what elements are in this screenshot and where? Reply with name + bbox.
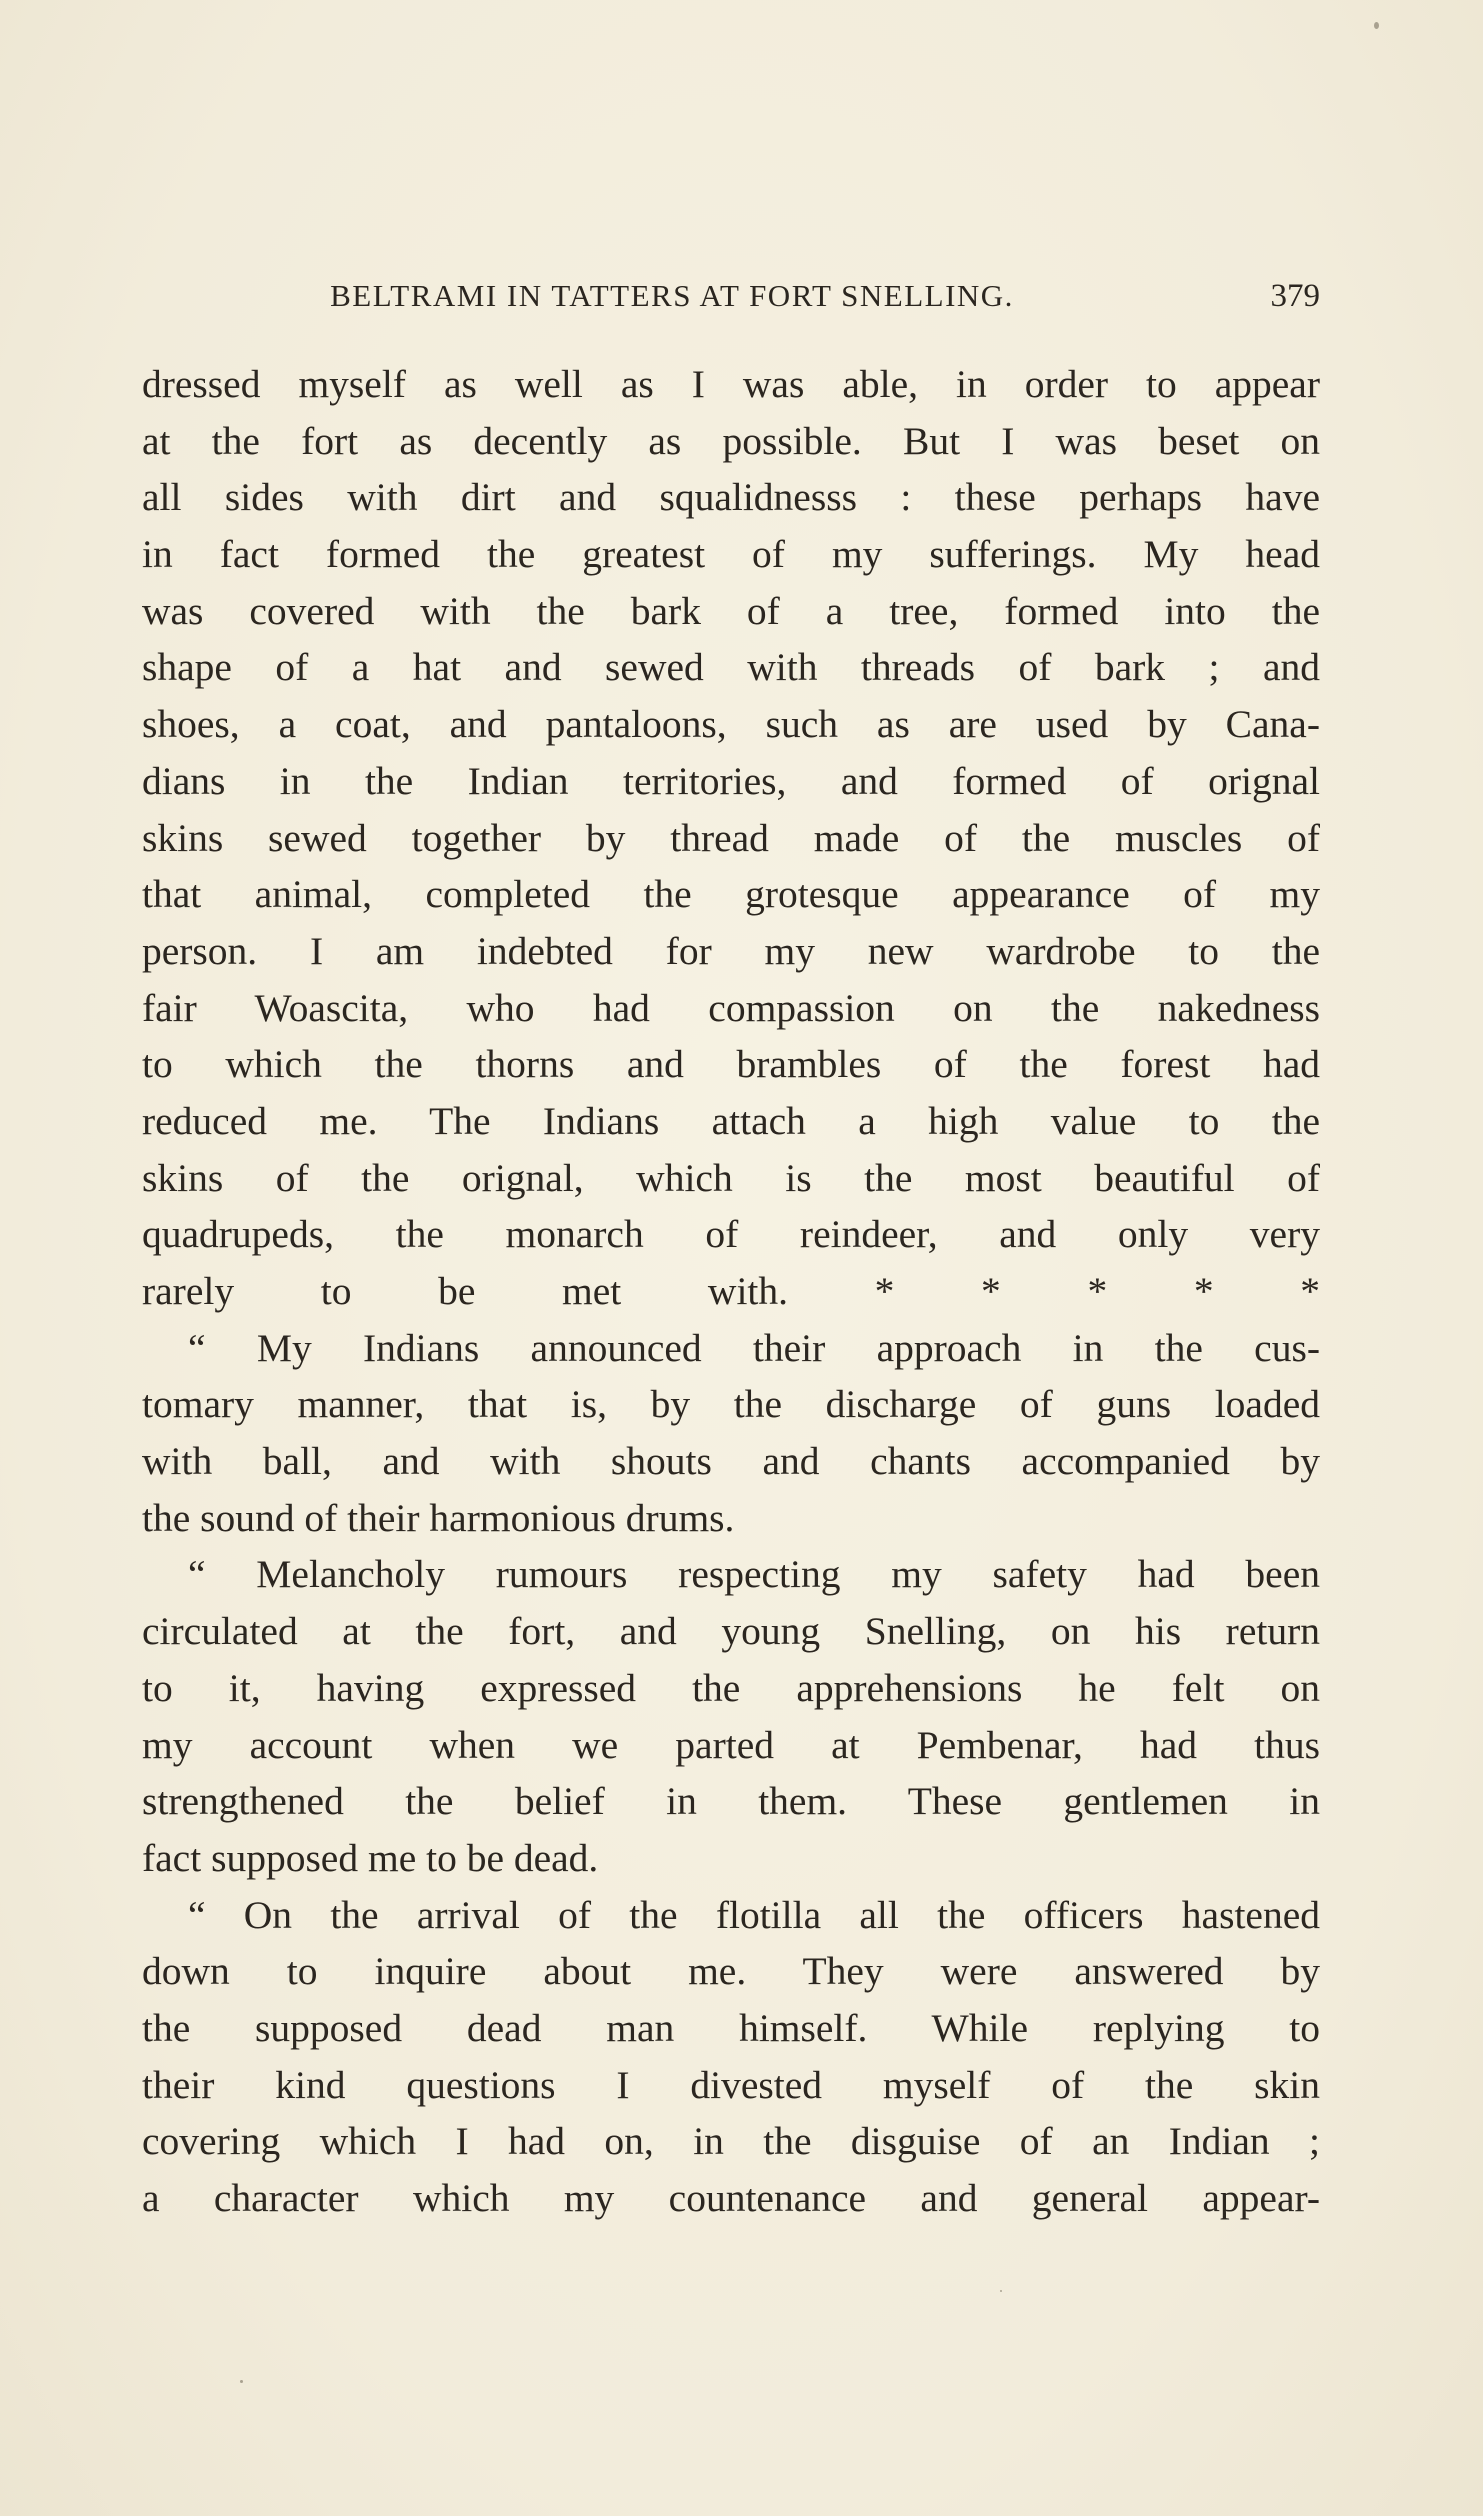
text-line: reduced me. The Indians attach a high value to the: [142, 1098, 1320, 1143]
text-line: “ On the arrival of the flotilla all the officers hastened: [188, 1892, 1320, 1937]
text-line: the sound of their harmonious drums.: [142, 1495, 735, 1540]
text-line: fact supposed me to be dead.: [142, 1835, 599, 1880]
text-line: fair Woascita, who had compassion on the nakedness: [142, 985, 1320, 1030]
text-line: to it, having expressed the apprehensions he felt on: [142, 1665, 1320, 1710]
text-line: in fact formed the greatest of my sufferings. My head: [142, 532, 1320, 577]
body-text: [142, 356, 1320, 2227]
running-head: [142, 278, 1320, 318]
text-line: to which the thorns and brambles of the forest had: [142, 1042, 1320, 1087]
running-title: BELTRAMI IN TATTERS AT FORT SNELLING.: [330, 278, 1014, 313]
text-line: “ Melancholy rumours respecting my safety had been: [188, 1552, 1320, 1597]
paper-speck: [1000, 2290, 1002, 2292]
text-line: circulated at the fort, and young Snelling, on his return: [142, 1609, 1320, 1654]
text-line: down to inquire about me. They were answered by: [142, 1949, 1320, 1994]
text-line: tomary manner, that is, by the discharge of guns loaded: [142, 1382, 1320, 1427]
text-line: skins of the orignal, which is the most beautiful of: [142, 1155, 1320, 1200]
paper-speck: [1374, 22, 1379, 29]
text-line: rarely to be met with. * * * * *: [142, 1269, 1320, 1313]
text-line: that animal, completed the grotesque appearance of my: [142, 872, 1320, 917]
page-number: 379: [1270, 278, 1320, 314]
text-line: my account when we parted at Pembenar, had thus: [142, 1722, 1320, 1767]
text-line: strengthened the belief in them. These gentlemen in: [142, 1779, 1320, 1824]
text-line: skins sewed together by thread made of the muscles of: [142, 815, 1320, 860]
text-line: dressed myself as well as I was able, in order to appear: [142, 362, 1320, 406]
text-line: quadrupeds, the monarch of reindeer, and only very: [142, 1212, 1320, 1257]
text-line: shoes, a coat, and pantaloons, such as are used by Cana-: [142, 702, 1320, 747]
text-line: “ My Indians announced their approach in the cus-: [188, 1325, 1320, 1370]
text-line: was covered with the bark of a tree, formed into the: [142, 588, 1320, 633]
text-line: a character which my countenance and general appear-: [142, 2176, 1320, 2220]
text-line: with ball, and with shouts and chants accompanied by: [142, 1439, 1320, 1484]
text-line: shape of a hat and sewed with threads of bark ; and: [142, 645, 1320, 690]
paper-speck: [240, 2380, 243, 2383]
text-line: all sides with dirt and squalidnesss : these perhaps have: [142, 475, 1320, 520]
text-line: their kind questions I divested myself of the skin: [142, 2062, 1320, 2107]
text-line: person. I am indebted for my new wardrobe to the: [142, 928, 1320, 973]
text-line: the supposed dead man himself. While replying to: [142, 2005, 1320, 2050]
text-line: dians in the Indian territories, and formed of orignal: [142, 758, 1320, 803]
text-line: at the fort as decently as possible. But I was beset on: [142, 418, 1320, 463]
text-line: covering which I had on, in the disguise of an Indian ;: [142, 2119, 1320, 2164]
